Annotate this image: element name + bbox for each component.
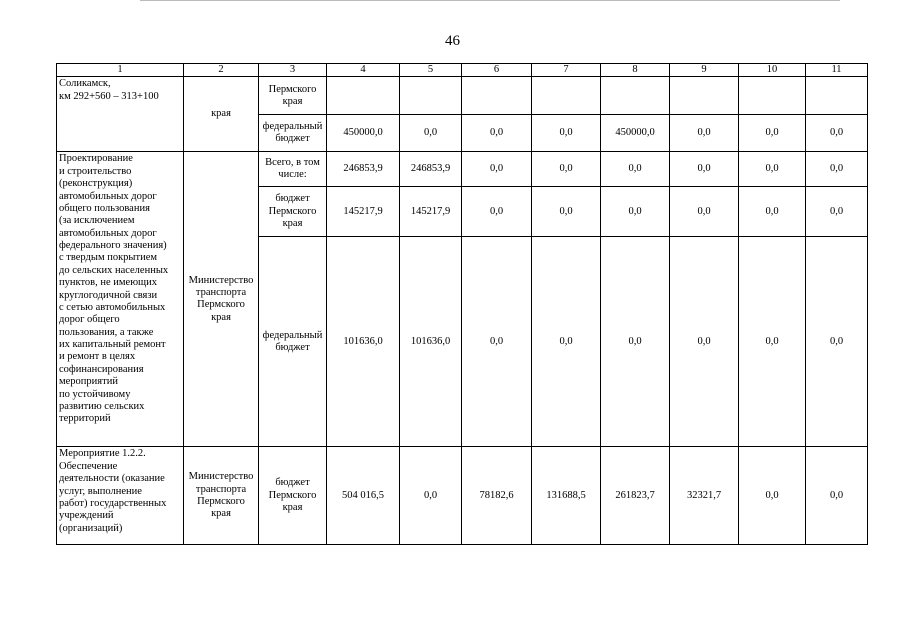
funding-source-cell: федеральный бюджет <box>259 237 327 447</box>
amount-cell: 101636,0 <box>327 237 400 447</box>
amount-cell: 261823,7 <box>601 447 670 545</box>
amount-cell: 0,0 <box>670 187 739 237</box>
amount-cell: 0,0 <box>739 237 806 447</box>
column-header: 9 <box>670 64 739 77</box>
column-header: 3 <box>259 64 327 77</box>
column-header: 8 <box>601 64 670 77</box>
executor-cell: Министерство транспорта Пермского края <box>184 447 259 545</box>
amount-cell: 0,0 <box>806 115 868 152</box>
amount-cell: 0,0 <box>601 187 670 237</box>
amount-cell: 145217,9 <box>327 187 400 237</box>
amount-cell: 0,0 <box>400 115 462 152</box>
amount-cell: 0,0 <box>806 237 868 447</box>
column-header: 6 <box>462 64 532 77</box>
amount-cell: 0,0 <box>532 187 601 237</box>
table-row <box>57 447 868 545</box>
header-row <box>57 64 868 77</box>
amount-cell: 0,0 <box>601 237 670 447</box>
amount-cell: 246853,9 <box>400 152 462 187</box>
column-header: 10 <box>739 64 806 77</box>
amount-cell: 0,0 <box>462 187 532 237</box>
amount-cell: 0,0 <box>739 115 806 152</box>
amount-cell: 0,0 <box>806 187 868 237</box>
budget-table <box>56 63 868 545</box>
amount-cell <box>601 77 670 115</box>
amount-cell: 0,0 <box>400 447 462 545</box>
amount-cell: 450000,0 <box>601 115 670 152</box>
amount-cell <box>327 77 400 115</box>
activity-name-cell: Проектирование и строительство (реконструкция) автомобильных дорог общего пользования (за исключением автомобильных дорог федерального значения) с твердым покрытием до сельских населенных пунктов, не имеющих круглогодичной связи с сетью автомобильных дорог общего пользования, а также их капитальный ремонт и ремонт в целях софинансирования мероприятий по устойчивому развитию сельских территорий <box>57 152 184 447</box>
amount-cell: 0,0 <box>670 152 739 187</box>
amount-cell: 0,0 <box>670 237 739 447</box>
funding-source-cell: бюджет Пермского края <box>259 187 327 237</box>
column-header: 7 <box>532 64 601 77</box>
amount-cell: 0,0 <box>462 237 532 447</box>
amount-cell <box>400 77 462 115</box>
amount-cell: 0,0 <box>806 447 868 545</box>
funding-source-cell: бюджет Пермского края <box>259 447 327 545</box>
page-number: 46 <box>445 33 460 49</box>
amount-cell: 0,0 <box>462 115 532 152</box>
funding-source-cell: Всего, в том числе: <box>259 152 327 187</box>
funding-source-cell: Пермского края <box>259 77 327 115</box>
amount-cell: 145217,9 <box>400 187 462 237</box>
amount-cell: 0,0 <box>739 447 806 545</box>
amount-cell <box>670 77 739 115</box>
amount-cell: 450000,0 <box>327 115 400 152</box>
column-header: 1 <box>57 64 184 77</box>
activity-name-cell: Мероприятие 1.2.2. Обеспечение деятельности (оказание услуг, выполнение работ) государственных учреждений (организаций) <box>57 447 184 545</box>
executor-cell: Министерство транспорта Пермского края <box>184 152 259 447</box>
column-header: 4 <box>327 64 400 77</box>
executor-cell: края <box>184 77 259 152</box>
top-edge-rule <box>140 0 840 1</box>
table-row <box>57 152 868 187</box>
amount-cell: 0,0 <box>532 237 601 447</box>
amount-cell: 0,0 <box>601 152 670 187</box>
amount-cell: 0,0 <box>670 115 739 152</box>
amount-cell: 0,0 <box>532 152 601 187</box>
amount-cell <box>806 77 868 115</box>
table-row <box>57 77 868 115</box>
amount-cell: 0,0 <box>462 152 532 187</box>
amount-cell: 32321,7 <box>670 447 739 545</box>
amount-cell: 101636,0 <box>400 237 462 447</box>
column-header: 11 <box>806 64 868 77</box>
amount-cell: 504 016,5 <box>327 447 400 545</box>
amount-cell: 0,0 <box>739 187 806 237</box>
amount-cell: 246853,9 <box>327 152 400 187</box>
amount-cell: 78182,6 <box>462 447 532 545</box>
amount-cell <box>739 77 806 115</box>
amount-cell <box>462 77 532 115</box>
funding-source-cell: федеральный бюджет <box>259 115 327 152</box>
amount-cell: 0,0 <box>806 152 868 187</box>
column-header: 5 <box>400 64 462 77</box>
amount-cell <box>532 77 601 115</box>
amount-cell: 0,0 <box>739 152 806 187</box>
column-header: 2 <box>184 64 259 77</box>
amount-cell: 0,0 <box>532 115 601 152</box>
amount-cell: 131688,5 <box>532 447 601 545</box>
activity-name-cell: Соликамск, км 292+560 – 313+100 <box>57 77 184 152</box>
